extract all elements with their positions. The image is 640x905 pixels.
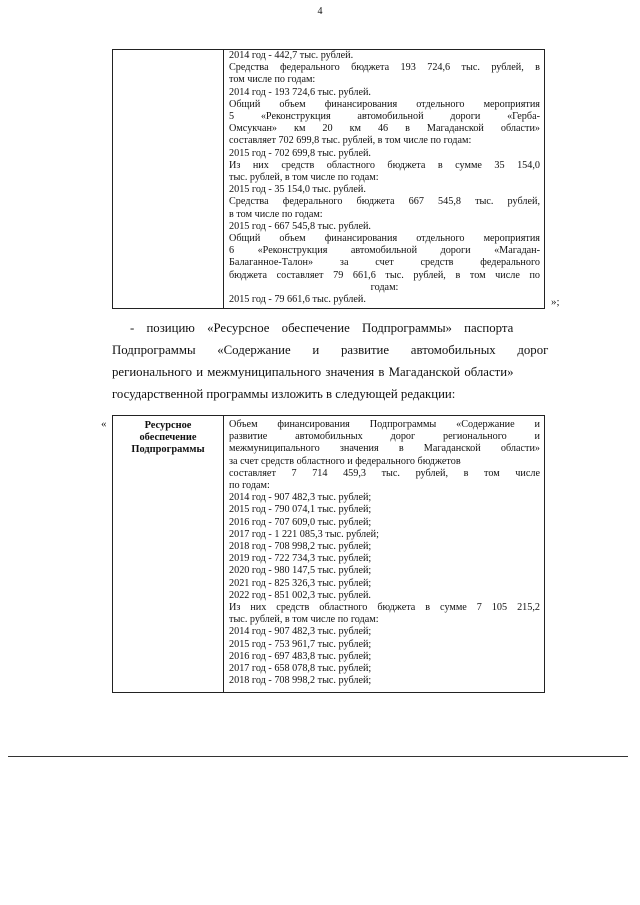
text-line: 2017 год - 1 221 085,3 тыс. рублей; [229, 528, 379, 540]
text-line: развитие автомобильных дорог регионального и [229, 431, 540, 443]
text-line: Общий объем финансирования отдельного мероприятия [229, 98, 540, 110]
text-line: 2015 год - 79 661,6 тыс. рублей. [229, 294, 366, 306]
text-line: Средства федерального бюджета 667 545,8 тыс. рублей, [229, 196, 540, 208]
text-line: 2014 год - 193 724,6 тыс. рублей. [229, 86, 371, 98]
label-line: обеспечение [139, 432, 197, 443]
text-line: бюджета составляет 79 661,6 тыс. рублей, в том числе по [229, 269, 540, 281]
text-line: Балаганное-Талон» за счет средств федерального [229, 257, 540, 269]
text-line: Средства федерального бюджета 193 724,6 тыс. рублей, в [229, 62, 540, 74]
text-line: составляет 702 699,8 тыс. рублей, в том числе по годам: [229, 135, 472, 147]
text-line: 2020 год - 980 147,5 тыс. рублей; [229, 565, 372, 577]
text-line: тыс. рублей, в том числе по годам: [229, 172, 379, 184]
table2-text-cell [229, 419, 540, 692]
text-line: 2014 год - 907 482,3 тыс. рублей; [229, 626, 372, 638]
closing-quote: »; [551, 296, 560, 308]
text-line: Из них средств областного бюджета в сумме 7 105 215,2 [229, 602, 540, 614]
text-line: тыс. рублей, в том числе по годам: [229, 614, 379, 626]
text-line: 2015 год - 667 545,8 тыс. рублей. [229, 220, 371, 232]
page-number: 4 [317, 6, 323, 17]
table1-text-cell [229, 50, 540, 308]
text-line: 2015 год - 753 961,7 тыс. рублей; [229, 638, 372, 650]
label-line: Ресурсное [144, 420, 192, 431]
text-line: 6 «Реконструкция автомобильной дороги «Магадан- [229, 245, 540, 257]
text-line: том числе по годам: [229, 74, 316, 86]
text-line: Омсукчан» км 20 км 46 в Магаданской области» [229, 123, 540, 135]
text-line: составляет 7 714 459,3 тыс. рублей, в том числе [229, 467, 540, 479]
text-line: годам: [370, 281, 399, 293]
text-line: 2019 год - 722 734,3 тыс. рублей; [229, 553, 372, 565]
text-line: Объем финансирования Подпрограммы «Содержание и [229, 419, 540, 430]
text-line: 2018 год - 708 998,2 тыс. рублей; [229, 541, 372, 553]
text-line: 2015 год - 702 699,8 тыс. рублей. [229, 147, 371, 159]
text-line: 2016 год - 697 483,8 тыс. рублей; [229, 650, 372, 662]
text-line: за счет средств областного и федерального бюджетов [229, 455, 461, 467]
text-line: в том числе по годам: [229, 208, 323, 220]
resource-provision-table [112, 415, 545, 693]
text-line: Из них средств областного бюджета в сумме 35 154,0 [229, 159, 540, 171]
resource-provision-label [119, 420, 217, 456]
text-line: 2016 год - 707 609,0 тыс. рублей; [229, 516, 372, 528]
text-line: 2022 год - 851 002,3 тыс. рублей. [229, 589, 371, 601]
text-line: 2021 год - 825 326,3 тыс. рублей; [229, 577, 372, 589]
text-line: Общий объем финансирования отдельного мероприятия [229, 233, 540, 245]
text-line: 2015 год - 35 154,0 тыс. рублей. [229, 184, 366, 196]
paragraph-line: - позицию «Ресурсное обеспечение Подпрограммы» паспорта [130, 321, 514, 335]
paragraph-line: Подпрограммы «Содержание и развитие автомобильных дорог [112, 343, 549, 357]
text-line: межмуниципального значения в Магаданской области» [229, 443, 540, 455]
table1-left-cell [113, 50, 224, 308]
text-line: 2018 год - 708 998,2 тыс. рублей; [229, 675, 372, 687]
funding-table-continued [112, 49, 545, 309]
text-line: 2014 год - 442,7 тыс. рублей. [229, 50, 354, 61]
opening-quote: « [101, 418, 107, 430]
paragraph-line: государственной программы изложить в следующей редакции: [112, 387, 456, 401]
table2-label-cell [113, 416, 224, 692]
text-line: 2015 год - 790 074,1 тыс. рублей; [229, 504, 372, 516]
footer-rule [8, 756, 628, 757]
label-line: Подпрограммы [131, 444, 205, 455]
text-line: 5 «Реконструкция автомобильной дороги «Герба- [229, 111, 540, 123]
amendment-paragraph [112, 317, 549, 405]
text-line: 2014 год - 907 482,3 тыс. рублей; [229, 492, 372, 504]
paragraph-line: регионального и межмуниципального значения в Магаданской области» [112, 365, 514, 379]
text-line: 2017 год - 658 078,8 тыс. рублей; [229, 663, 372, 675]
text-line: по годам: [229, 480, 270, 492]
